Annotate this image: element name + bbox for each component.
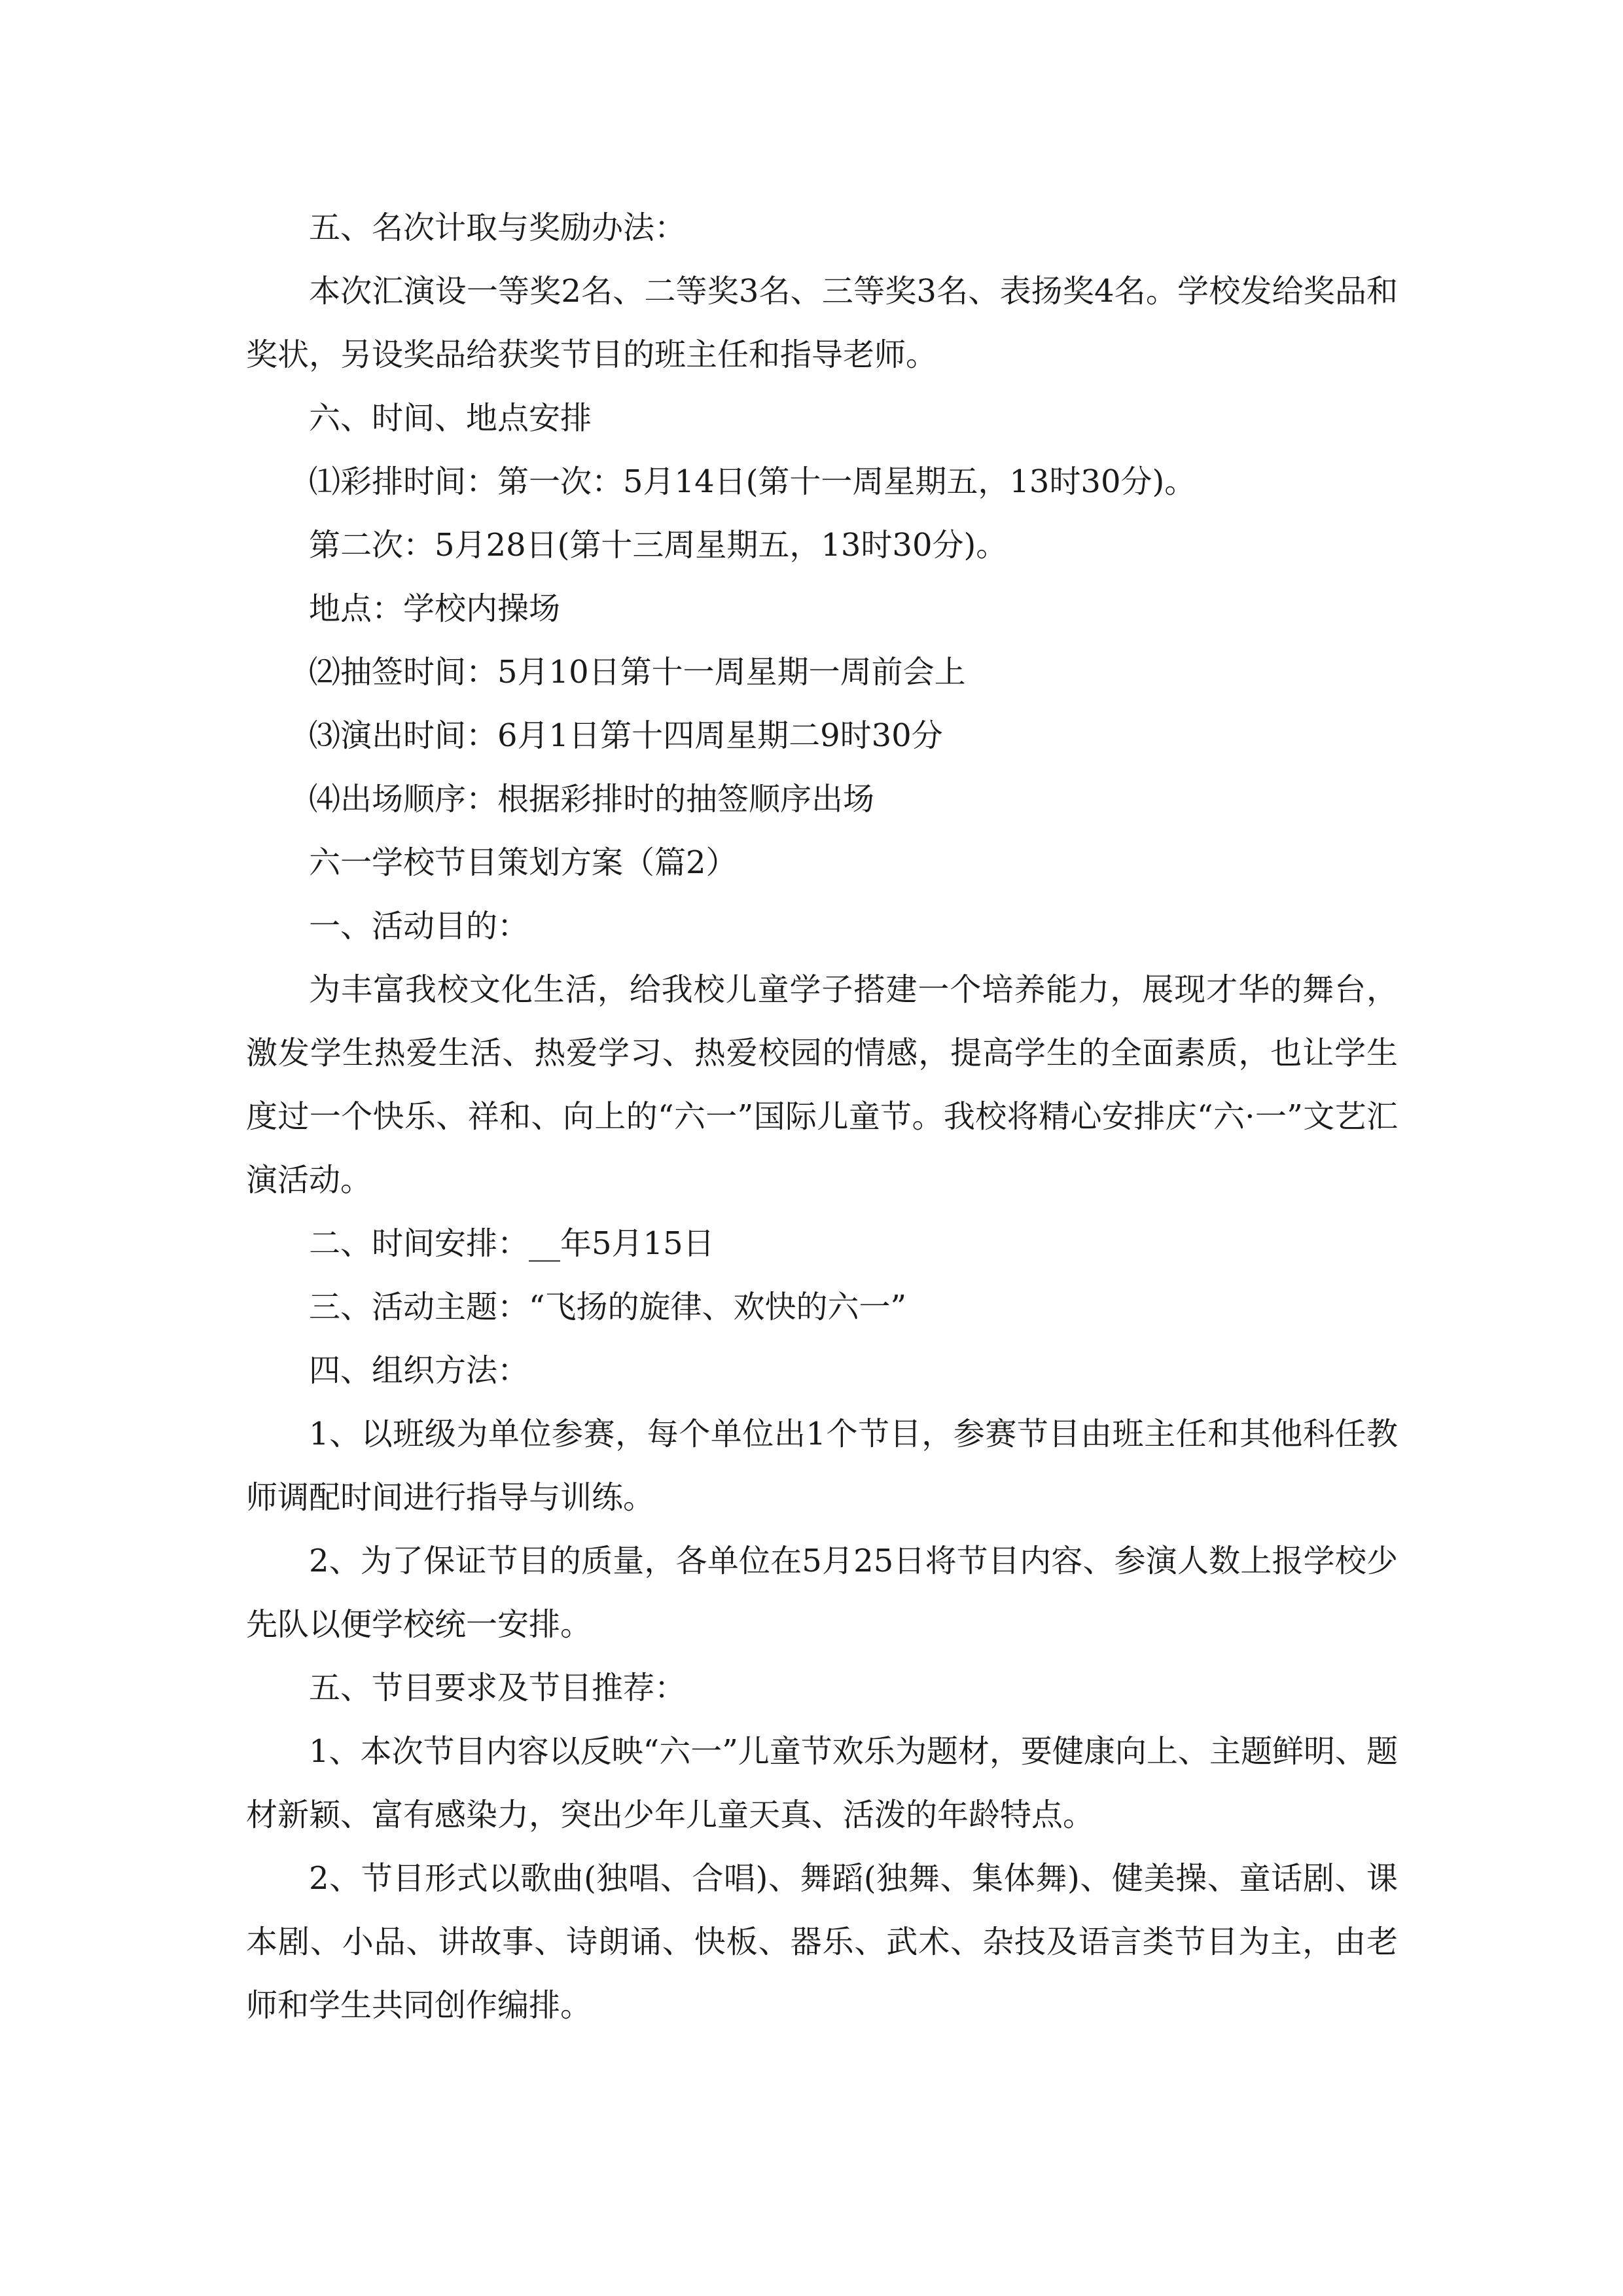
section-heading-time-place: 六、时间、地点安排 <box>309 400 592 437</box>
section-heading-purpose: 一、活动目的： <box>309 908 529 944</box>
requirements-item-2: 2、节目形式以歌曲(独唱、合唱)、舞蹈(独舞、集体舞)、健美操、童话剧、课本剧、小品、讲故事、诗朗诵、快板、器乐、武术、杂技及语言类节目为主，由老师和学生共同创作编排。 <box>246 1860 1398 2024</box>
appearance-order: ⑷出场顺序：根据彩排时的抽签顺序出场 <box>309 781 875 817</box>
rehearsal-first: ⑴彩排时间：第一次：5月14日(第十一周星期五，13时30分)。 <box>309 463 1196 500</box>
document-body <box>246 196 1398 2037</box>
organization-item-1: 1、以班级为单位参赛，每个单位出1个节目，参赛节目由班主任和其他科任教师调配时间进行指导与训练。 <box>246 1416 1398 1516</box>
section-heading-awards: 五、名次计取与奖励办法： <box>309 209 687 246</box>
organization-item-2: 2、为了保证节目的质量，各单位在5月25日将节目内容、参演人数上报学校少先队以便学校统一安排。 <box>246 1543 1398 1643</box>
section-heading-theme: 三、活动主题：“飞扬的旋律、欢快的六一” <box>309 1289 907 1325</box>
draw-time: ⑵抽签时间：5月10日第十一周星期一周前会上 <box>309 654 966 691</box>
location: 地点：学校内操场 <box>309 590 561 627</box>
performance-time: ⑶演出时间：6月1日第十四周星期二9时30分 <box>309 717 943 754</box>
paragraph-awards-detail: 本次汇演设一等奖2名、二等奖3名、三等奖3名、表扬奖4名。学校发给奖品和奖状，另设奖品给获奖节目的班主任和指导老师。 <box>246 273 1398 373</box>
requirements-item-1: 1、本次节目内容以反映“六一”儿童节欢乐为题材，要健康向上、主题鲜明、题材新颖、富有感染力，突出少年儿童天真、活泼的年龄特点。 <box>246 1733 1398 1833</box>
paragraph-purpose: 为丰富我校文化生活，给我校儿童学子搭建一个培养能力，展现才华的舞台，激发学生热爱生活、热爱学习、热爱校园的情感，提高学生的全面素质，也让学生度过一个快乐、祥和、向上的“六一”国际儿童节。我校将精心安排庆“六·一”文艺汇演活动。 <box>246 971 1398 1198</box>
rehearsal-second: 第二次：5月28日(第十三周星期五，13时30分)。 <box>309 527 1008 564</box>
section-heading-requirements: 五、节目要求及节目推荐： <box>309 1670 687 1706</box>
plan-title-part-2: 六一学校节目策划方案（篇2） <box>309 844 738 881</box>
section-heading-organization: 四、组织方法： <box>309 1352 529 1389</box>
section-heading-schedule: 二、时间安排：__年5月15日 <box>309 1225 715 1262</box>
